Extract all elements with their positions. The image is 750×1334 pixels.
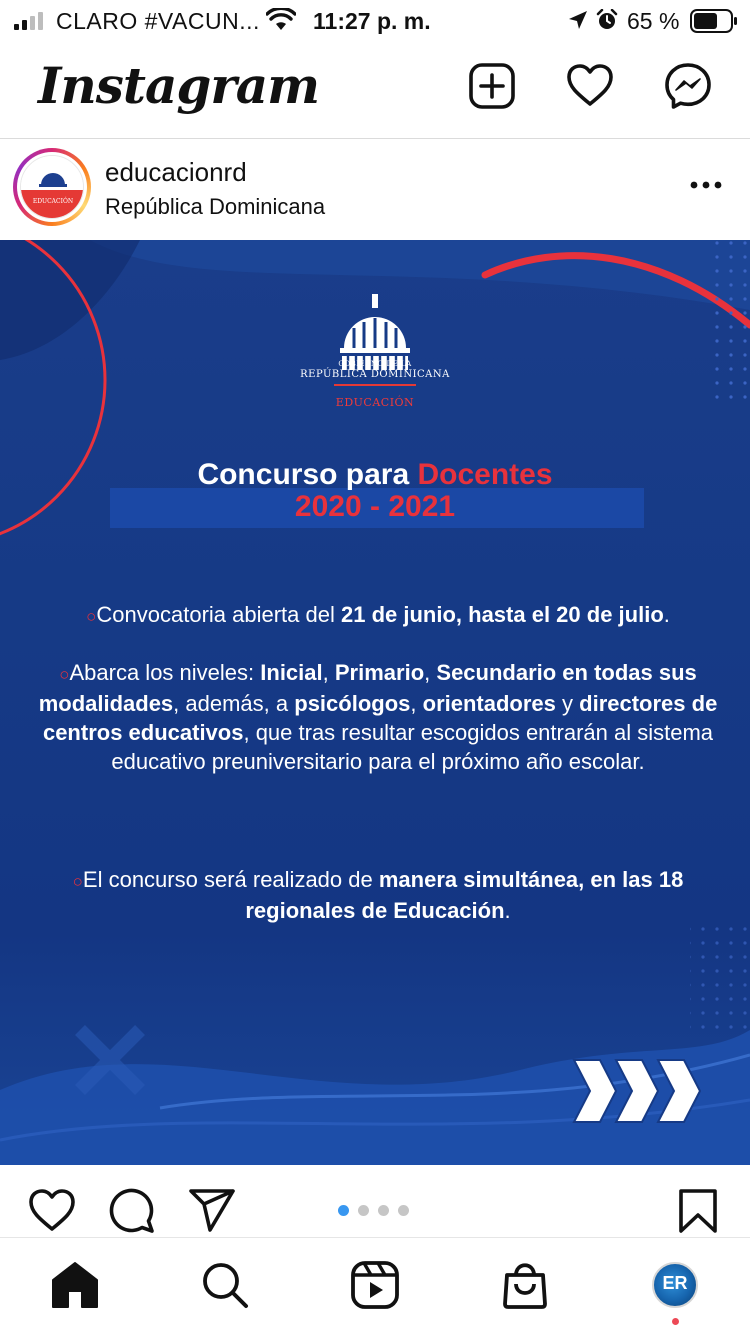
gov-line-1: GOBIERNO DE LA xyxy=(338,360,412,368)
like-button[interactable] xyxy=(28,1187,76,1235)
post-title-years: 2020 - 2021 xyxy=(294,490,456,523)
title-part-1: Concurso para xyxy=(197,458,410,491)
reels-icon xyxy=(350,1260,400,1310)
gov-line-2: REPÚBLICA DOMINICANA xyxy=(300,369,450,380)
battery-level-fill xyxy=(694,13,717,29)
story-ring[interactable] xyxy=(13,148,91,226)
carousel-dot xyxy=(338,1205,349,1216)
bottom-navigation xyxy=(0,1237,750,1334)
gov-line-3: EDUCACIÓN xyxy=(335,396,415,409)
title-part-2: Docentes xyxy=(417,458,553,491)
carrier-name: CLARO #VACUN... xyxy=(56,8,260,34)
comment-icon xyxy=(108,1187,156,1235)
carousel-dot xyxy=(358,1205,369,1216)
post-location[interactable]: República Dominicana xyxy=(105,194,326,219)
avatar-label: EDUCACIÓN xyxy=(32,198,74,205)
new-post-icon xyxy=(468,62,516,110)
activity-button[interactable] xyxy=(566,62,614,110)
share-button[interactable] xyxy=(188,1187,236,1235)
shop-icon xyxy=(500,1260,550,1310)
like-icon xyxy=(28,1187,76,1235)
instagram-logo[interactable]: Instagram xyxy=(38,56,319,115)
save-button[interactable] xyxy=(674,1187,722,1235)
bullet-icon: ○ xyxy=(72,872,83,891)
clock-time: 11:27 p. m. xyxy=(313,8,431,34)
nav-reels[interactable] xyxy=(350,1260,400,1310)
more-options-icon[interactable] xyxy=(686,170,726,200)
profile-initials: ER xyxy=(662,1273,688,1293)
post-actions xyxy=(0,1165,750,1237)
nav-profile-avatar[interactable] xyxy=(652,1262,698,1308)
paragraph-2: ○Abarca los niveles: Inicial, Primario, Secundario en todas sus modalidades, además, a psicólogos, orientadores y directores de centros educativos, que tras resultar escogidos entrarán al sistema educativo preuniversitario para el próximo año escolar. xyxy=(38,660,718,774)
location-arrow-icon xyxy=(568,10,588,30)
post-header xyxy=(0,140,750,240)
paragraph-3: ○El concurso será realizado de manera simultánea, en las 18 regionales de Educación. xyxy=(72,867,684,923)
search-icon xyxy=(200,1260,250,1310)
messenger-icon xyxy=(664,62,712,110)
alarm-icon xyxy=(596,9,618,31)
paragraph-1: ○Convocatoria abierta del 21 de junio, hasta el 20 de julio. xyxy=(86,602,670,627)
new-post-button[interactable] xyxy=(468,62,516,110)
avatar[interactable] xyxy=(20,155,84,219)
chevrons-icon xyxy=(570,1058,710,1124)
notification-dot xyxy=(672,1318,679,1325)
status-bar xyxy=(0,0,750,44)
government-dome-logo xyxy=(300,290,450,410)
gov-divider xyxy=(334,384,416,386)
battery-icon xyxy=(690,9,738,33)
comment-button[interactable] xyxy=(108,1187,156,1235)
bullet-icon: ○ xyxy=(86,607,97,626)
carousel-dot xyxy=(378,1205,389,1216)
signal-icon xyxy=(14,12,48,30)
share-icon xyxy=(188,1187,236,1235)
post-image[interactable] xyxy=(0,240,750,1165)
save-bookmark-icon xyxy=(674,1187,722,1235)
activity-heart-icon xyxy=(566,62,614,110)
bullet-icon: ○ xyxy=(59,665,70,684)
nav-shop[interactable] xyxy=(500,1260,550,1310)
messenger-button[interactable] xyxy=(664,62,712,110)
carousel-dot xyxy=(398,1205,409,1216)
wifi-icon xyxy=(266,8,296,32)
home-icon xyxy=(50,1260,100,1310)
carousel-indicator xyxy=(338,1205,418,1217)
app-header xyxy=(0,44,750,139)
post-title xyxy=(0,458,750,492)
educacion-seal-icon xyxy=(21,156,84,219)
nav-search[interactable] xyxy=(200,1260,250,1310)
battery-percent: 65 % xyxy=(627,8,680,34)
post-username[interactable]: educacionrd xyxy=(105,157,247,187)
nav-home[interactable] xyxy=(50,1260,100,1310)
